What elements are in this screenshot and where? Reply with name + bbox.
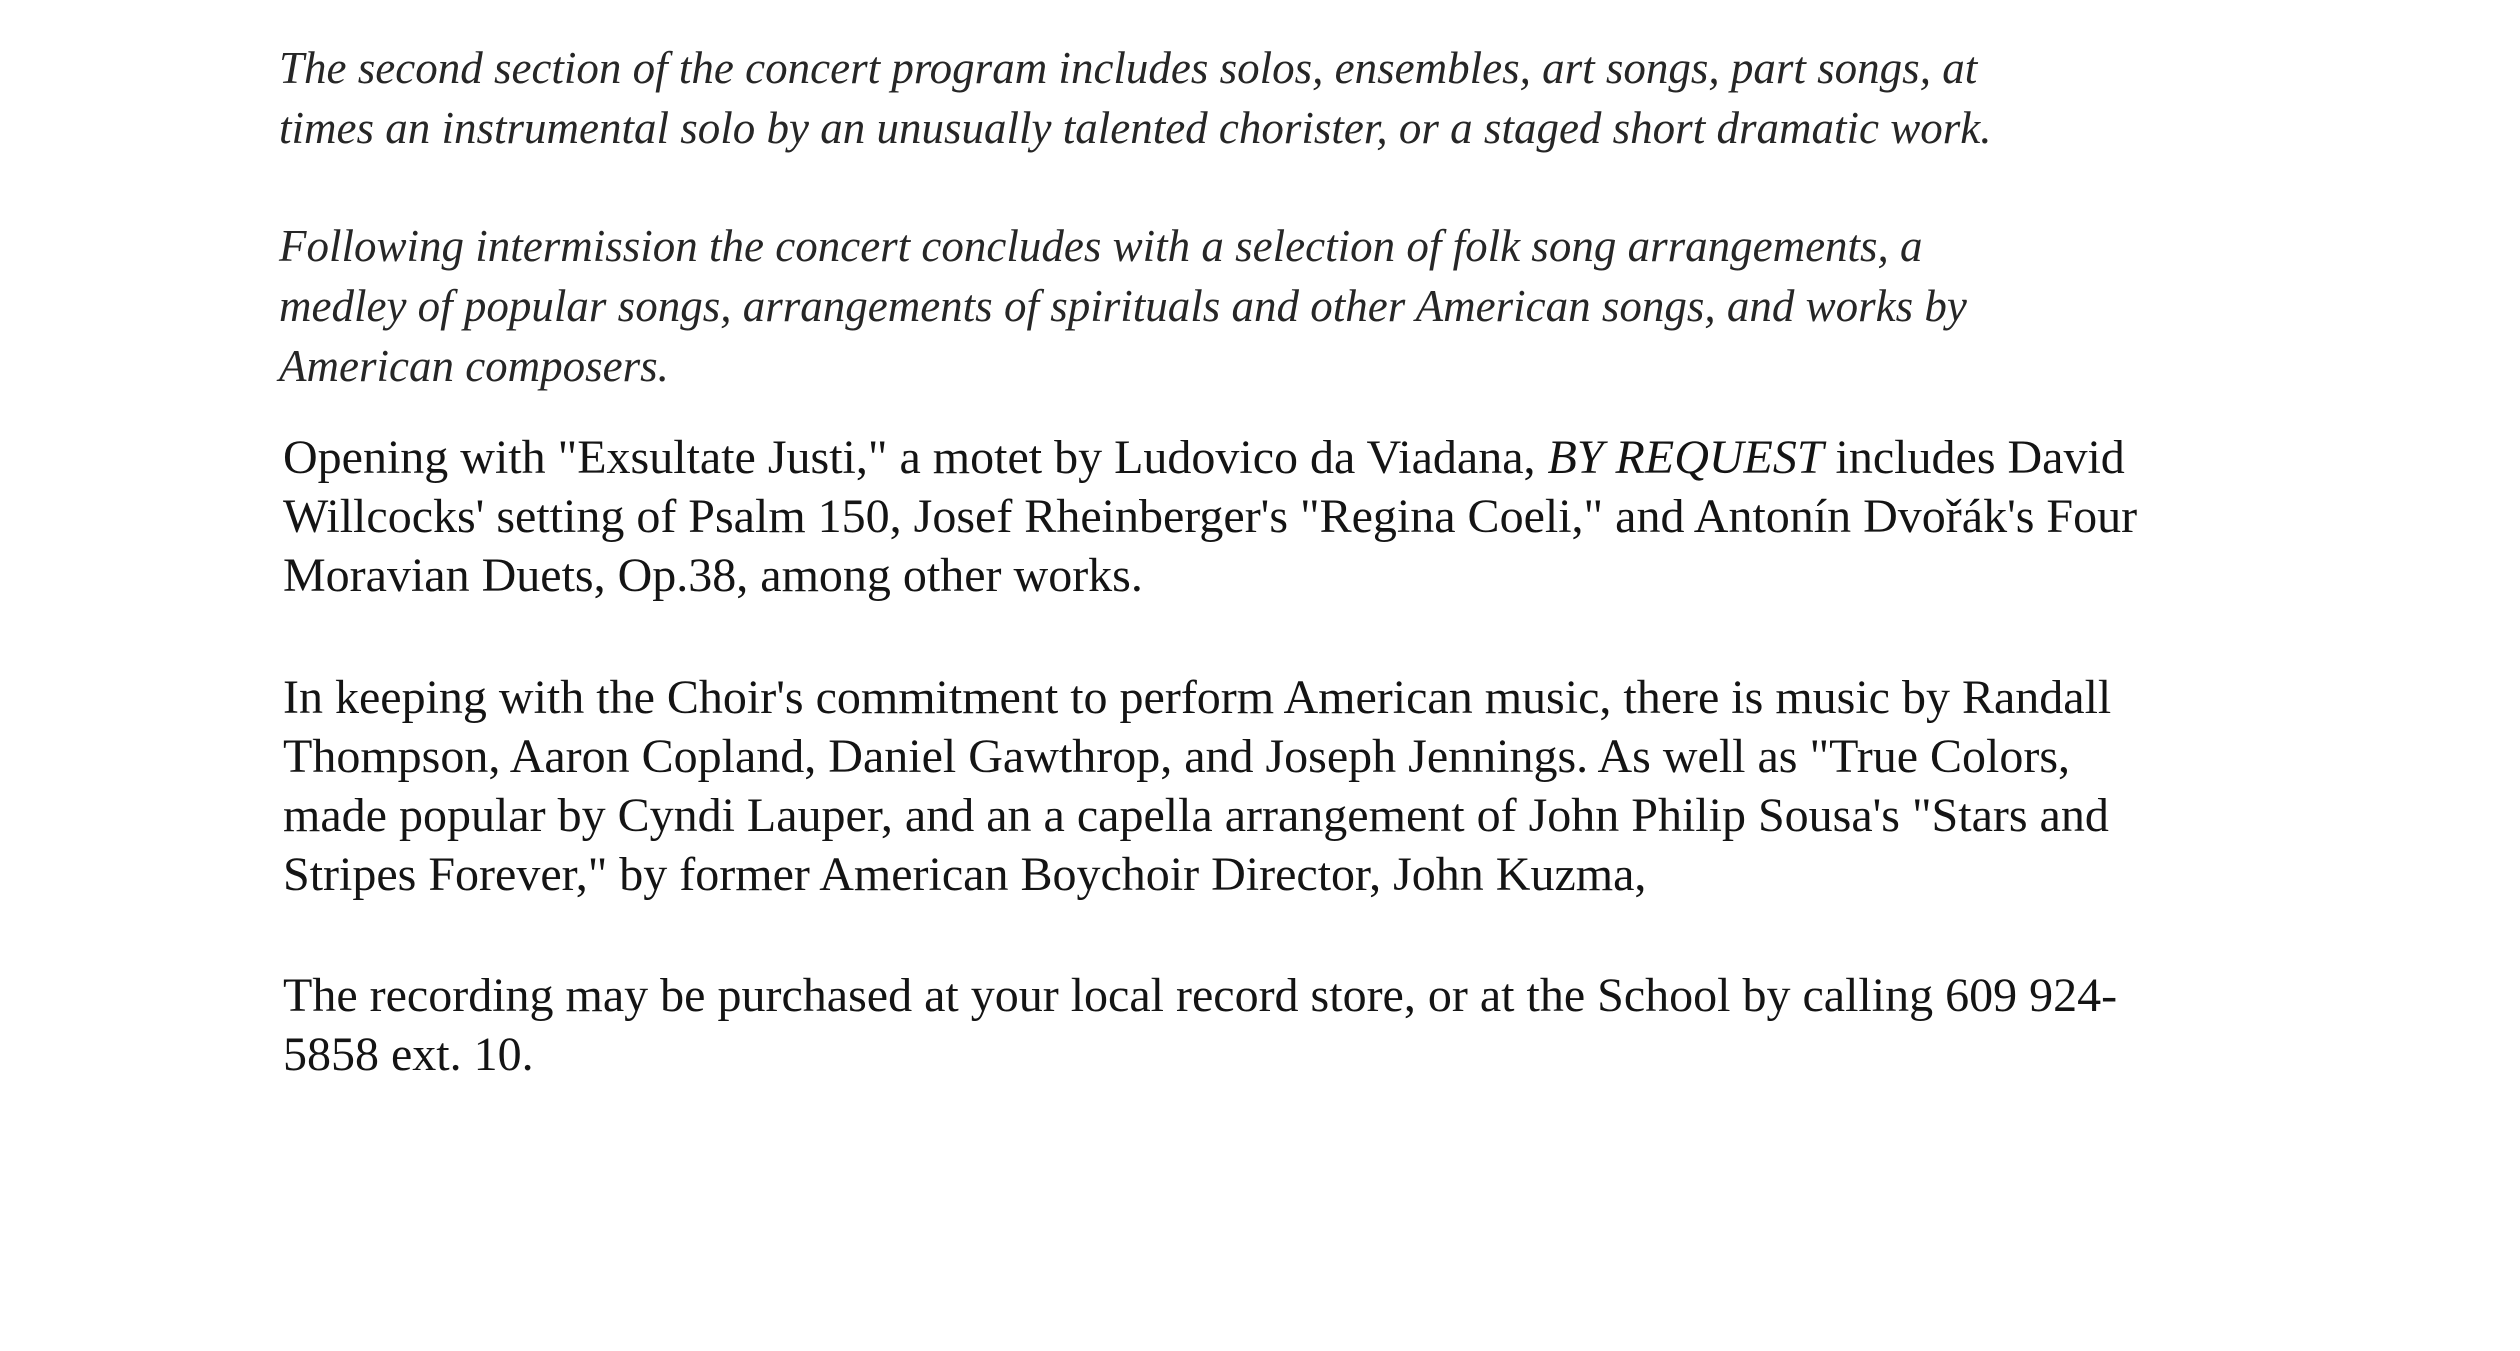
paragraph-purchase	[283, 966, 2117, 1084]
text-line: In keeping with the Choir's commitment to perform American music, there is music by Randall	[283, 671, 2112, 724]
text-line: 5858 ext. 10.	[283, 1028, 534, 1081]
text-segment: includes David	[1823, 431, 2125, 484]
text-line: The second section of the concert program includes solos, ensembles, art songs, part songs, at	[279, 43, 1978, 93]
text-line: Following intermission the concert concludes with a selection of folk song arrangements, a	[279, 221, 1923, 271]
text-segment: Opening with "Exsultate Justi," a motet by Ludovico da Viadana,	[283, 431, 1548, 484]
text-line: Stripes Forever," by former American Boychoir Director, John Kuzma,	[283, 848, 1647, 901]
text-line	[283, 428, 2137, 487]
text-line: Moravian Duets, Op.38, among other works.	[283, 549, 1143, 602]
text-line: times an instrumental solo by an unusually talented chorister, or a staged short dramatic work.	[279, 103, 1992, 153]
text-line: made popular by Cyndi Lauper, and an a capella arrangement of John Philip Sousa's "Stars and	[283, 789, 2109, 842]
paragraph-american-music	[283, 668, 2111, 904]
album-title: BY REQUEST	[1547, 431, 1824, 484]
paragraph-intermission	[279, 216, 1967, 396]
paragraph-opening	[283, 428, 2137, 605]
text-line: The recording may be purchased at your local record store, or at the School by calling 609 924-	[283, 969, 2118, 1022]
paragraph-second-section	[279, 38, 1991, 158]
text-line: medley of popular songs, arrangements of spirituals and other American songs, and works by	[279, 281, 1967, 331]
text-line: American composers.	[279, 341, 669, 391]
text-line: Thompson, Aaron Copland, Daniel Gawthrop, and Joseph Jennings. As well as "True Colors,	[283, 730, 2071, 783]
text-line: Willcocks' setting of Psalm 150, Josef Rheinberger's "Regina Coeli," and Antonín Dvořák's Four	[283, 490, 2138, 543]
